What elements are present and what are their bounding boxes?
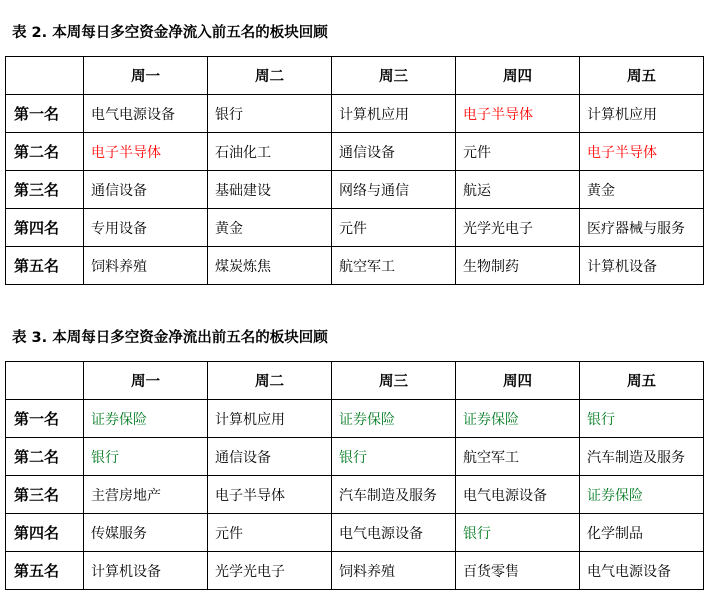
sector-cell: 计算机应用 [580, 95, 704, 133]
sector-cell: 证券保险 [580, 476, 704, 514]
table-row [6, 438, 704, 476]
sector-cell: 元件 [332, 209, 456, 247]
inflow-table [5, 56, 704, 285]
day-header: 周一 [84, 57, 208, 95]
sector-cell: 电气电源设备 [580, 552, 704, 590]
sector-cell: 银行 [580, 400, 704, 438]
day-header: 周二 [208, 362, 332, 400]
day-header: 周四 [456, 57, 580, 95]
table-row [6, 514, 704, 552]
sector-cell: 航空军工 [456, 438, 580, 476]
sector-cell: 电气电源设备 [84, 95, 208, 133]
table-row [6, 552, 704, 590]
sector-cell: 基础建设 [208, 171, 332, 209]
outflow-table-caption: 表 3. 本周每日多空资金净流出前五名的板块回顾 [12, 330, 328, 346]
table-row [6, 171, 704, 209]
sector-cell: 饲料养殖 [332, 552, 456, 590]
sector-cell: 石油化工 [208, 133, 332, 171]
sector-cell: 证券保险 [84, 400, 208, 438]
table-row [6, 247, 704, 285]
outflow-section [0, 327, 707, 580]
header-corner-cell [6, 362, 84, 400]
day-header: 周四 [456, 362, 580, 400]
rank-label: 第二名 [6, 438, 84, 476]
day-header: 周五 [580, 57, 704, 95]
sector-cell: 传媒服务 [84, 514, 208, 552]
sector-cell: 银行 [208, 95, 332, 133]
sector-cell: 化学制品 [580, 514, 704, 552]
sector-cell: 黄金 [580, 171, 704, 209]
rank-label: 第三名 [6, 476, 84, 514]
table-row [6, 400, 704, 438]
sector-cell: 航运 [456, 171, 580, 209]
sector-cell: 黄金 [208, 209, 332, 247]
sector-cell: 通信设备 [84, 171, 208, 209]
day-header: 周三 [332, 57, 456, 95]
rank-label: 第五名 [6, 552, 84, 590]
sector-cell: 电气电源设备 [332, 514, 456, 552]
sector-cell: 电子半导体 [580, 133, 704, 171]
sector-cell: 电气电源设备 [456, 476, 580, 514]
sector-cell: 电子半导体 [208, 476, 332, 514]
sector-cell: 元件 [208, 514, 332, 552]
rank-label: 第五名 [6, 247, 84, 285]
outflow-table [5, 361, 704, 590]
rank-label: 第四名 [6, 514, 84, 552]
rank-label: 第一名 [6, 95, 84, 133]
sector-cell: 银行 [332, 438, 456, 476]
sector-cell: 计算机应用 [208, 400, 332, 438]
sector-cell: 计算机应用 [332, 95, 456, 133]
table-row [6, 209, 704, 247]
sector-cell: 计算机设备 [580, 247, 704, 285]
sector-cell: 百货零售 [456, 552, 580, 590]
sector-cell: 光学光电子 [208, 552, 332, 590]
inflow-section [0, 22, 707, 275]
sector-cell: 元件 [456, 133, 580, 171]
rank-label: 第一名 [6, 400, 84, 438]
sector-cell: 网络与通信 [332, 171, 456, 209]
table-row [6, 476, 704, 514]
sector-cell: 通信设备 [332, 133, 456, 171]
sector-cell: 生物制药 [456, 247, 580, 285]
table-row [6, 95, 704, 133]
sector-cell: 专用设备 [84, 209, 208, 247]
sector-cell: 煤炭炼焦 [208, 247, 332, 285]
sector-cell: 光学光电子 [456, 209, 580, 247]
sector-cell: 银行 [84, 438, 208, 476]
sector-cell: 银行 [456, 514, 580, 552]
table-header-row [6, 362, 704, 400]
table-row [6, 133, 704, 171]
sector-cell: 证券保险 [332, 400, 456, 438]
day-header: 周五 [580, 362, 704, 400]
sector-cell: 证券保险 [456, 400, 580, 438]
day-header: 周三 [332, 362, 456, 400]
table-header-row [6, 57, 704, 95]
day-header: 周一 [84, 362, 208, 400]
sector-cell: 主营房地产 [84, 476, 208, 514]
sector-cell: 饲料养殖 [84, 247, 208, 285]
rank-label: 第二名 [6, 133, 84, 171]
sector-cell: 汽车制造及服务 [332, 476, 456, 514]
header-corner-cell [6, 57, 84, 95]
rank-label: 第四名 [6, 209, 84, 247]
rank-label: 第三名 [6, 171, 84, 209]
day-header: 周二 [208, 57, 332, 95]
sector-cell: 计算机设备 [84, 552, 208, 590]
inflow-table-caption: 表 2. 本周每日多空资金净流入前五名的板块回顾 [12, 25, 328, 41]
sector-cell: 电子半导体 [84, 133, 208, 171]
sector-cell: 汽车制造及服务 [580, 438, 704, 476]
sector-cell: 航空军工 [332, 247, 456, 285]
sector-cell: 电子半导体 [456, 95, 580, 133]
sector-cell: 医疗器械与服务 [580, 209, 704, 247]
sector-cell: 通信设备 [208, 438, 332, 476]
